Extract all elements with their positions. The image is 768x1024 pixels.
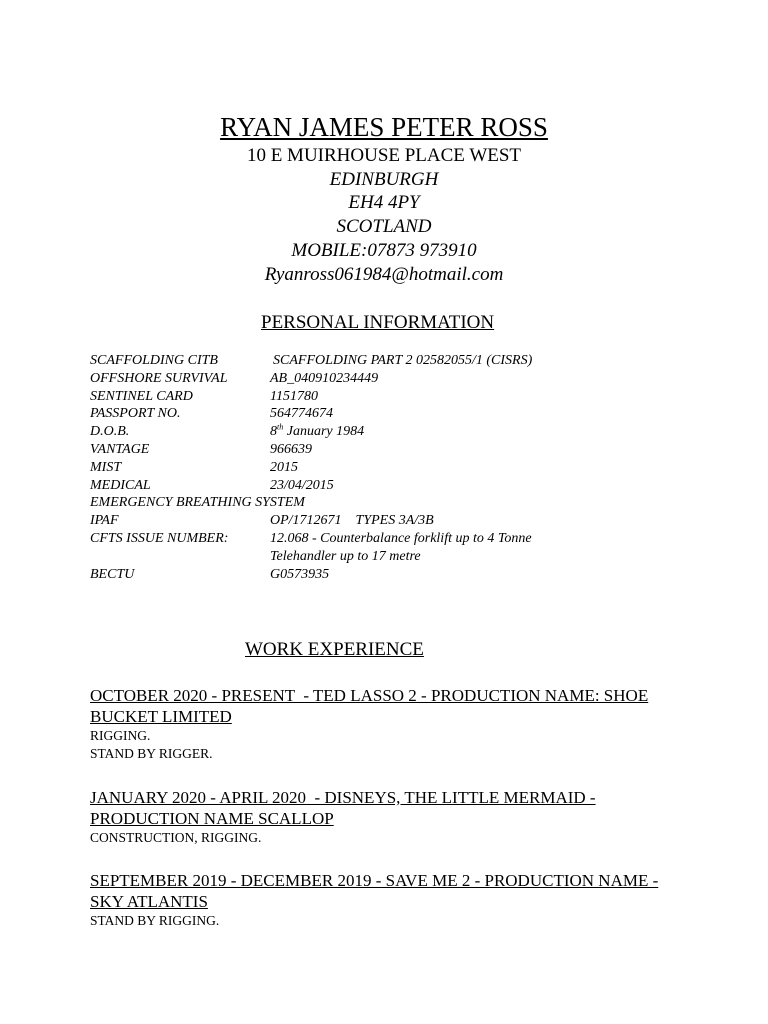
info-row [90,494,690,512]
info-row [90,441,690,459]
info-row [90,548,690,566]
job-entry [90,787,690,847]
info-value: Telehandler up to 17 metre [270,548,421,564]
job-duty: STAND BY RIGGING. [90,913,220,928]
job-entry [90,685,690,763]
info-value: 564774674 [270,406,333,422]
info-value: G0573935 [270,566,330,582]
job-duty: RIGGING. [90,728,151,743]
personal-information-heading: PERSONAL INFORMATION [261,312,495,333]
job-duty: CONSTRUCTION, RIGGING. [90,830,262,845]
info-row [90,388,690,406]
info-row [90,352,690,370]
job-title-line: SKY ATLANTIS [90,892,208,911]
info-label: OFFSHORE SURVIVAL [90,370,228,386]
info-label: SCAFFOLDING CITB [90,353,218,368]
info-value: 966639 [270,441,312,457]
info-label: EMERGENCY BREATHING SYSTEM [90,495,305,511]
info-label: PASSPORT NO. [90,406,181,422]
info-label: BECTU [90,566,135,582]
info-row [90,566,690,584]
dob-day: 8 [270,424,277,440]
info-row [90,512,690,530]
info-value: 12.068 - Counterbalance forklift up to 4 Tonne [270,530,532,546]
info-label: IPAF [90,513,119,529]
info-row [90,477,690,495]
mobile-number: MOBILE:07873 973910 [291,239,477,261]
info-row [90,423,690,441]
job-title-line: JANUARY 2020 - APRIL 2020 - DISNEYS, THE LITTLE MERMAID - [90,788,596,807]
job-title-line: SEPTEMBER 2019 - DECEMBER 2019 - SAVE ME 2 - PRODUCTION NAME - [90,871,659,890]
job-duty: STAND BY RIGGER. [90,746,213,761]
info-value: SCAFFOLDING PART 2 02582055/1 (CISRS) [273,353,533,368]
job-title-line: PRODUCTION NAME SCALLOP [90,809,334,828]
info-value: OP/1712671 TYPES 3A/3B [270,513,434,529]
info-label: SENTINEL CARD [90,388,193,404]
info-row [90,530,690,548]
address-street: 10 E MUIRHOUSE PLACE WEST [246,145,522,166]
job-title-line: BUCKET LIMITED [90,707,232,726]
job-entry [90,870,690,930]
info-value: 1151780 [270,388,318,404]
info-row [90,459,690,477]
applicant-name: RYAN JAMES PETER ROSS [220,112,548,142]
address-country: SCOTLAND [336,216,432,238]
info-label: D.O.B. [90,424,130,440]
dob-ordinal: th [277,422,284,432]
info-label: MIST [90,459,122,475]
address-postcode: EH4 4PY [348,192,420,214]
job-title-line: OCTOBER 2020 - PRESENT - TED LASSO 2 - PRODUCTION NAME: SHOE [90,686,649,705]
info-value [270,423,364,441]
info-value: AB_040910234449 [270,370,379,386]
info-label: CFTS ISSUE NUMBER: [90,530,229,546]
info-label: VANTAGE [90,441,150,457]
info-value: 2015 [270,459,298,475]
info-label: MEDICAL [90,477,151,493]
work-experience-heading: WORK EXPERIENCE [245,639,424,660]
info-row [90,405,690,423]
info-value: 23/04/2015 [270,477,334,493]
personal-information-list [90,352,690,583]
email-address: Ryanross061984@hotmail.com [264,263,504,285]
info-row [90,370,690,388]
address-city: EDINBURGH [329,168,439,190]
contact-header [0,110,768,286]
dob-rest: January 1984 [283,424,365,440]
